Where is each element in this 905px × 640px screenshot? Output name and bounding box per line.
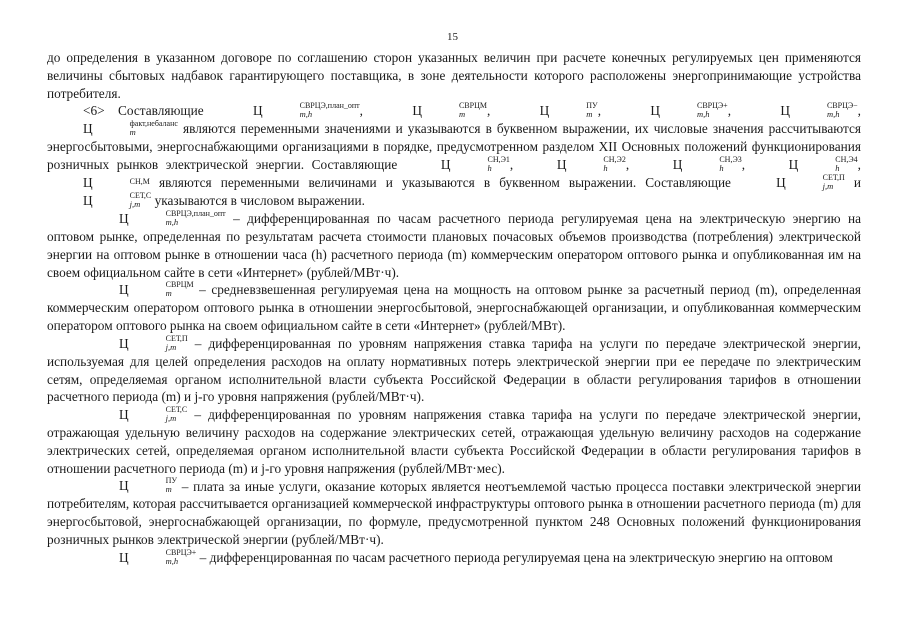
symbol-c-set-s: Ц СЕТ,С j,m bbox=[83, 190, 152, 209]
symbol-c-svrce-plus: Ц СВРЦЭ+ m,h bbox=[119, 547, 197, 566]
paragraph-def-set-s: Ц СЕТ,С j,m – дифференцированная по уровням напряжения ставка тарифа на услуги по передаче электрической энергии, отражающая удельную величину расходов на содержание электрических сетей, отражающая удельную величину расходов на содержание электрических сетей, определяемая органом исполнительной власти субъекта Российской Федерации в области регулирования тарифов в отношении расчетного периода (m) и j-го уровня напряжения (рублей/МВт·мес). bbox=[47, 405, 861, 476]
symbol-c-set-p: Ц СЕТ,П j,m bbox=[776, 173, 845, 191]
symbol-c-svrce-plan-opt: Ц СВРЦЭ,план_опт m,h bbox=[253, 101, 360, 120]
symbol-c-svrcm: Ц СВРЦМ m bbox=[119, 280, 194, 299]
paragraph-def-set-p: Ц СЕТ,П j,m – дифференцированная по уровням напряжения ставка тарифа на услуги по передаче электрической энергии, используемая для целей определения расходов на оплату нормативных потерь электрической энергии при ее передаче по электрическим сетям, определяемая органом исполнительной власти субъекта Российской Федерации в области регулирования тарифов в отношении расчетного периода (m) и j-го уровня напряжения (рублей/МВт·ч). bbox=[47, 333, 861, 405]
symbol-c-set-p: Ц СЕТ,П j,m bbox=[119, 333, 188, 352]
symbol-c-sn-e4: Ц СН,Э4 h bbox=[788, 155, 858, 174]
symbol-c-svrce-minus: Ц СВРЦЭ− m,h bbox=[780, 101, 858, 120]
symbol-c-pu: Ц ПУ m bbox=[539, 101, 598, 120]
paragraph-intro: до определения в указанном договоре по соглашению сторон указанных величин при расчете конечных регулируемых цен применяются величины сбытовых надбавок гарантирующего поставщика, в зоне деятельности которого расположены энергопринимающие устройства потребителя. bbox=[47, 50, 861, 101]
symbol-c-sn-e1: Ц СН,Э1 h bbox=[440, 155, 510, 174]
document-body bbox=[47, 49, 861, 567]
paragraph-def-svrcm: Ц СВРЦМ m – средневзвешенная регулируемая цена на мощность на оптовом рынке за расчетный период (m), определенная коммерческим оператором оптового рынка в отношении энергосбытовой, энергоснабжающей организации, и опубликованная коммерческим оператором оптового рынка на своем официальном сайте в сети «Интернет» (рублей/МВт). bbox=[47, 280, 861, 334]
symbol-c-set-s: Ц СЕТ,С j,m bbox=[119, 405, 188, 424]
paragraph-def-svrce-plan-opt: Ц СВРЦЭ,план_опт m,h – дифференцированная по часам расчетного периода регулируемая цена на электрическую энергию на оптовом рынке, определенная по результатам расчета стоимости плановых почасовых объемов производства (потребления) электрической энергии на оптовом рынке в отношении часа (h) расчетного периода (m) коммерческим оператором оптового рынка и опубликованная им на своем официальном сайте в сети «Интернет» (рублей/МВт·ч). bbox=[47, 208, 861, 280]
symbol-c-sn-m: Ц СН,М bbox=[83, 175, 150, 191]
page-number: 15 bbox=[447, 31, 458, 43]
symbol-c-svrce-plan-opt: Ц СВРЦЭ,план_опт m,h bbox=[119, 208, 226, 227]
symbol-c-fakt-nebalans: Ц факт,небаланс m bbox=[83, 119, 178, 138]
paragraph-def-svrce-plus: Ц СВРЦЭ+ m,h – дифференцированная по часам расчетного периода регулируемая цена на электрическую энергию на оптовом bbox=[47, 549, 861, 567]
symbol-c-sn-e2: Ц СН,Э2 h bbox=[556, 155, 626, 174]
symbol-c-pu: Ц ПУ m bbox=[119, 476, 178, 495]
symbol-c-sn-e3: Ц СН,Э3 h bbox=[672, 155, 742, 174]
paragraph-footnote-6: <6> Составляющие Ц СВРЦЭ,план_опт m,h , Ц СВРЦМ m , Ц ПУ m , Ц СВРЦЭ+ m,h , Ц СВРЦЭ− m,h , Ц факт,небаланс m являются переменными значениями и указываются в буквенном выражении, их числовые значения рассчитываются энергосбытовыми, энергоснабжающими организациями в порядке, предусмотренном разделом XII Основных положений функционирования розничных рынков электрической энергии. Составляющие Ц СН,Э1 h , Ц СН,Э2 h , Ц СН,Э3 h , Ц СН,Э4 h , Ц СН,М являются переменными величинами и указываются в буквенном выражении. Составляющие Ц СЕТ,П j,m и Ц СЕТ,С j,m указываются в числовом выражении. bbox=[47, 101, 861, 209]
paragraph-def-pu: Ц ПУ m – плата за иные услуги, оказание которых является неотъемлемой частью процесса поставки электрической энергии потребителям, которая рассчитывается организацией коммерческой инфраструктуры оптового рынка в отношении расчетного периода (m) для энергосбытовой, энергоснабжающей организации, по формуле, предусмотренной пунктом 248 Основных положений функционирования розничных рынков электрической энергии (рублей/МВт·ч). bbox=[47, 476, 861, 548]
symbol-c-svrce-plus: Ц СВРЦЭ+ m,h bbox=[650, 101, 728, 120]
symbol-c-svrcm: Ц СВРЦМ m bbox=[412, 101, 487, 120]
